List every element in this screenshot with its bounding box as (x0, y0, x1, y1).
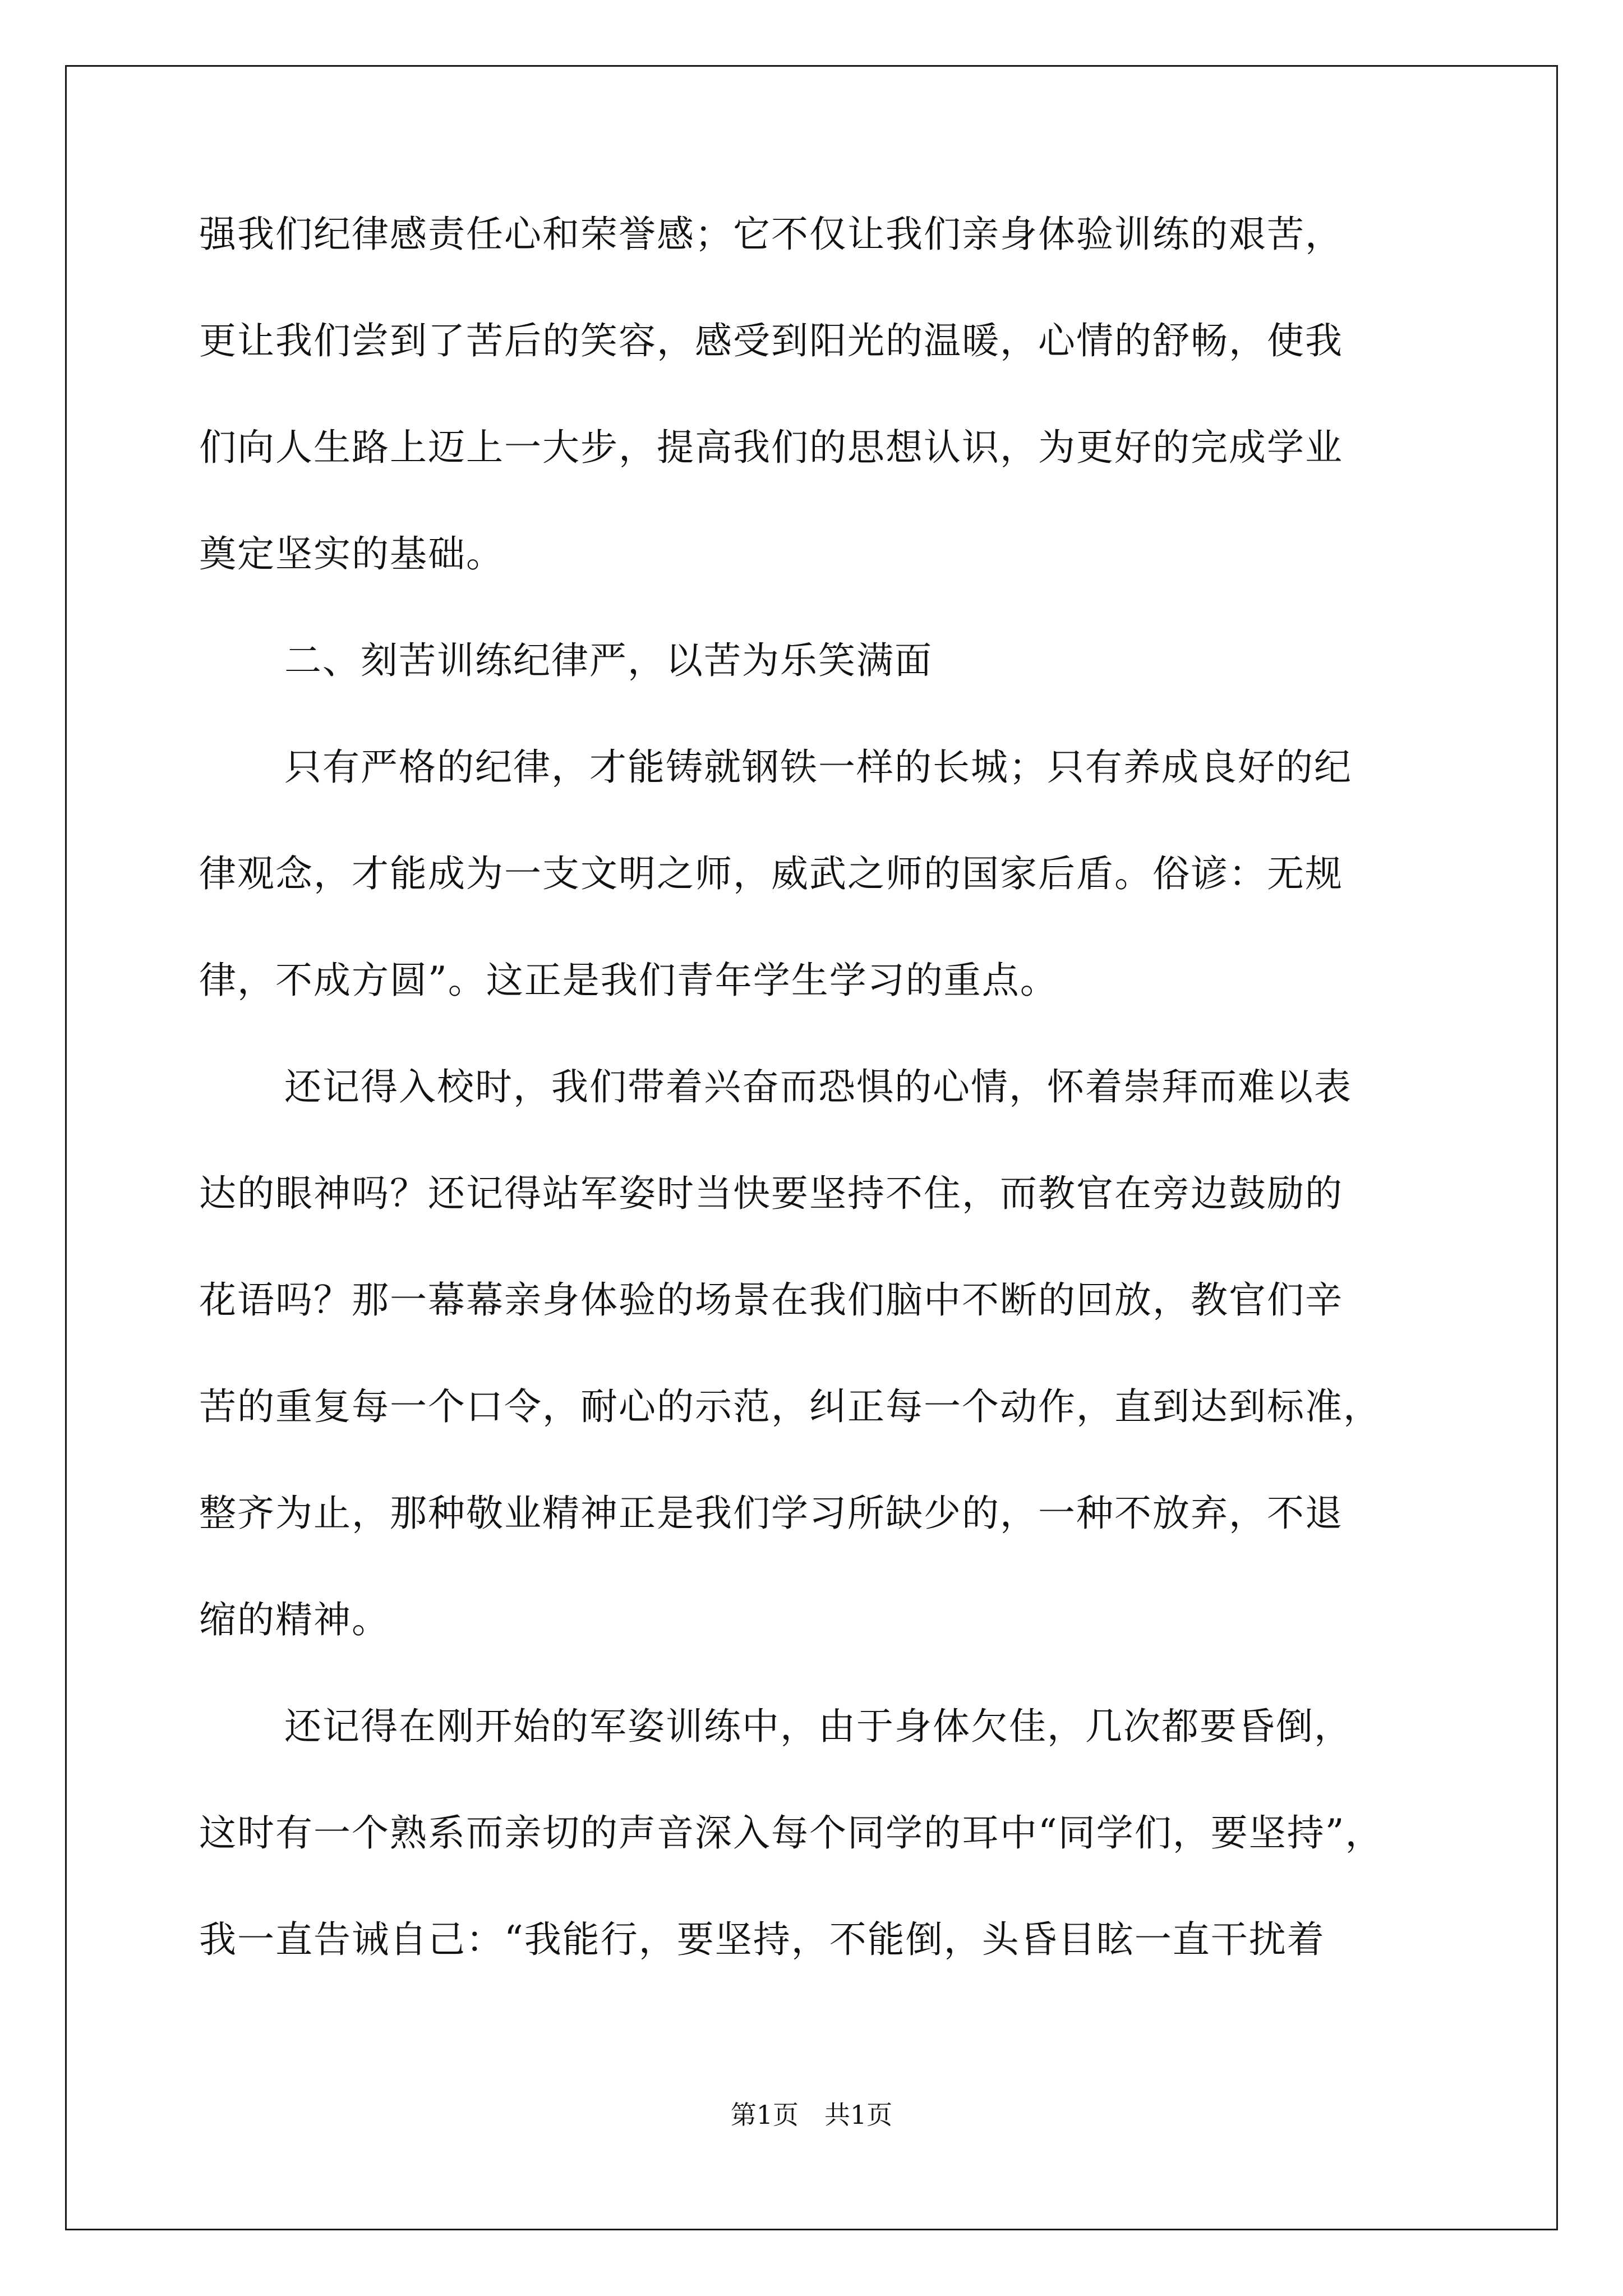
text-line: 奠定坚实的基础。 (199, 532, 504, 576)
text-line: 律观念，才能成为一支文明之师，威武之师的国家后盾。俗谚：无规 (199, 852, 1343, 895)
page-number: 第1页 (730, 2100, 799, 2130)
text-line: 整齐为止，那种敬业精神正是我们学习所缺少的，一种不放弃，不退 (199, 1492, 1343, 1535)
text-line: 缩的精神。 (199, 1598, 390, 1641)
section-heading: 二、刻苦训练纪律严，以苦为乐笑满面 (284, 639, 933, 682)
page-total: 共1页 (824, 2100, 893, 2130)
text-line: 更让我们尝到了苦后的笑容，感受到阳光的温暖，心情的舒畅，使我 (199, 319, 1343, 362)
text-line: 还记得在刚开始的军姿训练中，由于身体欠佳，几次都要昏倒， (284, 1705, 1352, 1748)
text-line: 花语吗？那一幕幕亲身体验的场景在我们脑中不断的回放，教官们辛 (199, 1278, 1343, 1322)
text-line: 这时有一个熟系而亲切的声音深入每个同学的耳中“同学们，要坚持”， (199, 1811, 1384, 1855)
page-footer (0, 2098, 1623, 2132)
text-line: 苦的重复每一个口令，耐心的示范，纠正每一个动作，直到达到标准， (199, 1385, 1381, 1428)
text-line: 我一直告诫自己：“我能行，要坚持，不能倒，头昏目眩一直干扰着 (199, 1918, 1325, 1961)
text-line: 律，不成方圆”。这正是我们青年学生学习的重点。 (199, 959, 1058, 1002)
text-line: 达的眼神吗？还记得站军姿时当快要坚持不住，而教官在旁边鼓励的 (199, 1172, 1343, 1215)
text-line: 强我们纪律感责任心和荣誉感；它不仅让我们亲身体验训练的艰苦， (199, 213, 1343, 256)
text-line: 还记得入校时，我们带着兴奋而恐惧的心情，怀着崇拜而难以表 (284, 1065, 1352, 1108)
text-line: 只有严格的纪律，才能铸就钢铁一样的长城；只有养成良好的纪 (284, 746, 1352, 789)
page-border (65, 65, 1558, 2230)
text-line: 们向人生路上迈上一大步，提高我们的思想认识，为更好的完成学业 (199, 426, 1343, 469)
